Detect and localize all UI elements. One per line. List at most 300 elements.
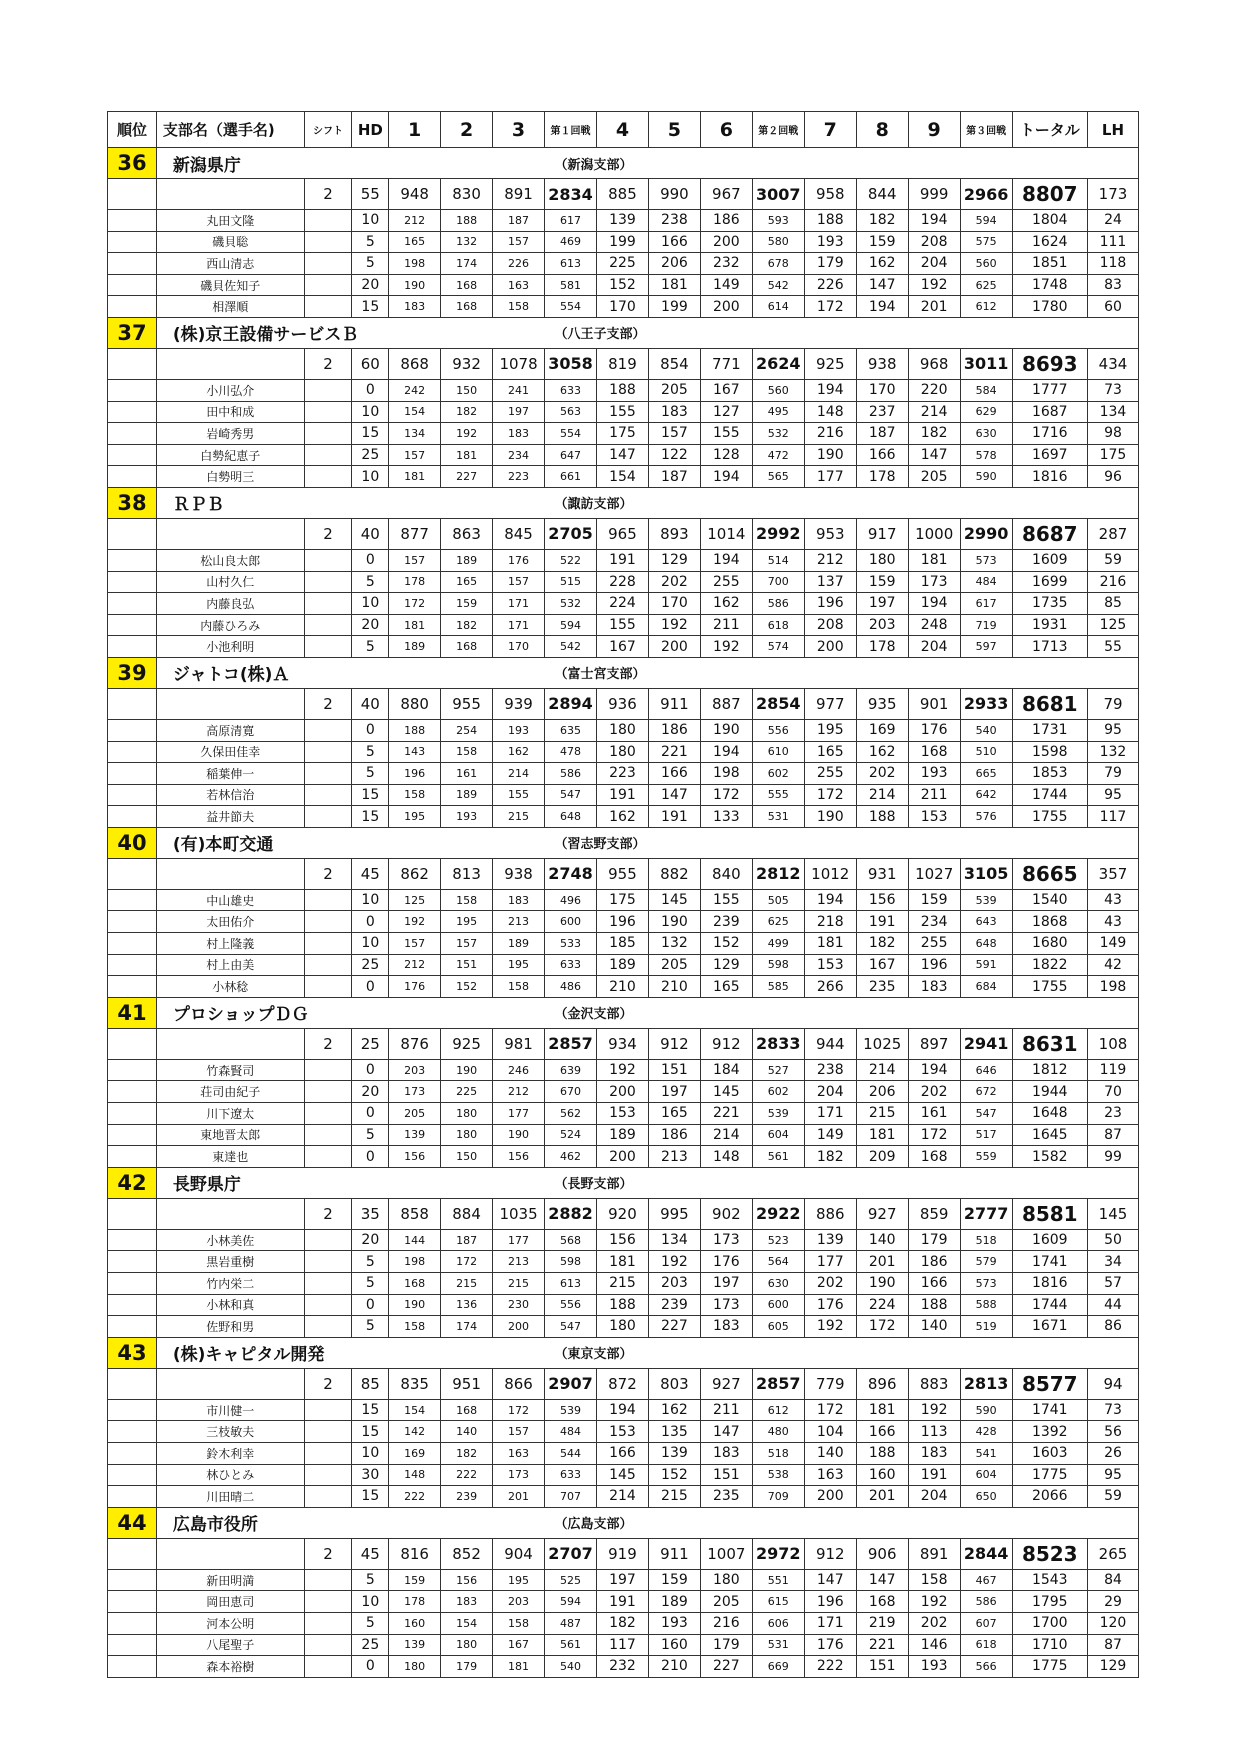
summary-g5: 893	[648, 518, 700, 549]
player-hd: 0	[352, 1146, 389, 1168]
player-row	[108, 210, 1139, 232]
player-game-8: 194	[856, 296, 908, 318]
player-row	[108, 1294, 1139, 1316]
team-branch: （東京支部）	[545, 1337, 1139, 1368]
player-name: 竹森賢司	[156, 1059, 304, 1081]
player-game-6: 155	[700, 423, 752, 445]
player-total: 1804	[1012, 210, 1087, 232]
player-round-1: 633	[545, 1464, 597, 1486]
player-shift	[304, 954, 352, 976]
player-game-9: 179	[908, 1229, 960, 1251]
player-name: 八尾聖子	[156, 1634, 304, 1656]
player-name: 若林信治	[156, 784, 304, 806]
header-branch-name: 支部名（選手名)	[156, 112, 304, 148]
player-lh: 125	[1087, 614, 1138, 636]
player-lh: 60	[1087, 296, 1138, 318]
player-game-4: 215	[596, 1273, 648, 1295]
summary-g2: 813	[441, 858, 493, 889]
player-game-4: 155	[596, 401, 648, 423]
player-game-1: 165	[389, 231, 441, 253]
player-game-1: 139	[389, 1634, 441, 1656]
player-game-3: 157	[493, 1421, 545, 1443]
player-hd: 25	[352, 444, 389, 466]
player-name: 竹内栄二	[156, 1273, 304, 1295]
summary-g2: 951	[441, 1368, 493, 1399]
summary-round2: 2812	[752, 858, 804, 889]
player-game-5: 210	[648, 976, 700, 998]
player-game-3: 203	[493, 1591, 545, 1613]
player-name: 荘司由紀子	[156, 1081, 304, 1103]
player-game-6: 127	[700, 401, 752, 423]
player-round-3: 579	[960, 1251, 1012, 1273]
player-game-1: 125	[389, 889, 441, 911]
player-round-2: 612	[752, 1399, 804, 1421]
summary-round3: 2777	[960, 1198, 1012, 1229]
summary-g5: 995	[648, 1198, 700, 1229]
player-round-2: 598	[752, 954, 804, 976]
player-hd: 5	[352, 1273, 389, 1295]
player-game-1: 181	[389, 614, 441, 636]
summary-hd: 85	[352, 1368, 389, 1399]
team-summary-row	[108, 518, 1139, 549]
player-round-3: 684	[960, 976, 1012, 998]
empty-cell	[108, 1028, 157, 1059]
player-game-3: 183	[493, 889, 545, 911]
player-hd: 5	[352, 253, 389, 275]
player-game-1: 181	[389, 466, 441, 488]
player-round-2: 618	[752, 614, 804, 636]
player-round-2: 709	[752, 1486, 804, 1508]
player-total: 1931	[1012, 614, 1087, 636]
player-round-1: 487	[545, 1612, 597, 1634]
player-game-4: 200	[596, 1081, 648, 1103]
player-game-4: 175	[596, 423, 648, 445]
player-hd: 0	[352, 719, 389, 741]
player-game-6: 149	[700, 274, 752, 296]
player-game-1: 176	[389, 976, 441, 998]
player-game-5: 165	[648, 1103, 700, 1125]
player-game-8: 214	[856, 784, 908, 806]
player-game-9: 168	[908, 741, 960, 763]
player-game-6: 255	[700, 571, 752, 593]
player-name: 磯貝佐知子	[156, 274, 304, 296]
empty-cell	[108, 933, 157, 955]
player-game-2: 254	[441, 719, 493, 741]
player-hd: 10	[352, 401, 389, 423]
empty-cell	[108, 549, 157, 571]
player-total: 1748	[1012, 274, 1087, 296]
summary-g3: 866	[493, 1368, 545, 1399]
empty-cell	[108, 274, 157, 296]
player-row	[108, 1591, 1139, 1613]
player-game-5: 197	[648, 1081, 700, 1103]
player-round-1: 542	[545, 636, 597, 658]
summary-lh: 108	[1087, 1028, 1138, 1059]
team-summary-row	[108, 1198, 1139, 1229]
player-game-7: 204	[804, 1081, 856, 1103]
player-round-3: 559	[960, 1146, 1012, 1168]
player-round-2: 600	[752, 1294, 804, 1316]
player-round-1: 540	[545, 1656, 597, 1678]
player-game-4: 153	[596, 1421, 648, 1443]
player-game-5: 152	[648, 1464, 700, 1486]
player-game-6: 194	[700, 549, 752, 571]
player-game-2: 190	[441, 1059, 493, 1081]
player-round-2: 480	[752, 1421, 804, 1443]
player-game-3: 171	[493, 614, 545, 636]
player-total: 1731	[1012, 719, 1087, 741]
player-total: 1582	[1012, 1146, 1087, 1168]
summary-g4: 885	[596, 179, 648, 210]
player-game-4: 166	[596, 1442, 648, 1464]
player-game-4: 153	[596, 1103, 648, 1125]
player-game-8: 178	[856, 466, 908, 488]
player-lh: 175	[1087, 444, 1138, 466]
player-round-2: 625	[752, 911, 804, 933]
summary-lh: 173	[1087, 179, 1138, 210]
player-game-9: 188	[908, 1294, 960, 1316]
player-round-1: 648	[545, 806, 597, 828]
player-row	[108, 1273, 1139, 1295]
player-round-2: 472	[752, 444, 804, 466]
summary-total: 8581	[1012, 1198, 1087, 1229]
empty-cell	[108, 253, 157, 275]
player-round-2: 565	[752, 466, 804, 488]
player-total: 1540	[1012, 889, 1087, 911]
player-name: 東地晋太郎	[156, 1124, 304, 1146]
team-summary-row	[108, 348, 1139, 379]
player-game-3: 158	[493, 976, 545, 998]
empty-cell	[108, 1316, 157, 1338]
player-round-1: 707	[545, 1486, 597, 1508]
player-game-1: 205	[389, 1103, 441, 1125]
player-lh: 59	[1087, 1486, 1138, 1508]
player-game-1: 172	[389, 593, 441, 615]
player-game-7: 172	[804, 296, 856, 318]
player-game-7: 266	[804, 976, 856, 998]
team-branch: （諏訪支部）	[545, 487, 1139, 518]
player-game-9: 172	[908, 1124, 960, 1146]
team-summary-row	[108, 179, 1139, 210]
empty-cell	[108, 719, 157, 741]
player-round-2: 574	[752, 636, 804, 658]
player-hd: 10	[352, 466, 389, 488]
player-game-2: 182	[441, 1442, 493, 1464]
player-hd: 0	[352, 1059, 389, 1081]
player-game-4: 188	[596, 379, 648, 401]
player-round-1: 561	[545, 1634, 597, 1656]
player-game-8: 182	[856, 933, 908, 955]
player-game-8: 197	[856, 593, 908, 615]
player-total: 1735	[1012, 593, 1087, 615]
header-total: トータル	[1012, 112, 1087, 148]
player-game-2: 174	[441, 1316, 493, 1338]
team-name: ＲＰＢ	[156, 487, 544, 518]
player-game-9: 202	[908, 1081, 960, 1103]
player-game-1: 190	[389, 274, 441, 296]
player-round-1: 600	[545, 911, 597, 933]
player-row	[108, 1569, 1139, 1591]
player-lh: 87	[1087, 1124, 1138, 1146]
empty-cell	[156, 1368, 304, 1399]
player-game-2: 168	[441, 274, 493, 296]
player-game-3: 241	[493, 379, 545, 401]
player-game-3: 246	[493, 1059, 545, 1081]
player-game-2: 150	[441, 379, 493, 401]
player-game-5: 215	[648, 1486, 700, 1508]
empty-cell	[108, 858, 157, 889]
summary-g1: 877	[389, 518, 441, 549]
header-lh: LH	[1087, 112, 1138, 148]
summary-round3: 2990	[960, 518, 1012, 549]
player-game-2: 183	[441, 1591, 493, 1613]
empty-cell	[108, 1612, 157, 1634]
player-round-1: 635	[545, 719, 597, 741]
player-lh: 132	[1087, 741, 1138, 763]
player-game-9: 192	[908, 274, 960, 296]
player-game-8: 178	[856, 636, 908, 658]
player-name: 内藤良弘	[156, 593, 304, 615]
player-game-6: 152	[700, 933, 752, 955]
summary-g9: 859	[908, 1198, 960, 1229]
player-name: 稲葉伸一	[156, 763, 304, 785]
player-shift	[304, 1146, 352, 1168]
player-game-2: 195	[441, 911, 493, 933]
player-game-1: 139	[389, 1124, 441, 1146]
player-game-5: 162	[648, 1399, 700, 1421]
player-name: 村上隆義	[156, 933, 304, 955]
team-branch: （新潟支部）	[545, 148, 1139, 179]
player-shift	[304, 976, 352, 998]
player-game-9: 204	[908, 1486, 960, 1508]
player-game-7: 181	[804, 933, 856, 955]
empty-cell	[108, 1198, 157, 1229]
player-round-2: 615	[752, 1591, 804, 1613]
player-total: 1624	[1012, 231, 1087, 253]
summary-g6: 840	[700, 858, 752, 889]
summary-hd: 25	[352, 1028, 389, 1059]
player-lh: 86	[1087, 1316, 1138, 1338]
player-lh: 87	[1087, 1634, 1138, 1656]
player-game-8: 156	[856, 889, 908, 911]
player-game-8: 160	[856, 1464, 908, 1486]
player-game-5: 170	[648, 593, 700, 615]
player-hd: 20	[352, 1081, 389, 1103]
summary-round3: 2844	[960, 1538, 1012, 1569]
player-game-8: 181	[856, 1124, 908, 1146]
player-name: 川下遼太	[156, 1103, 304, 1125]
player-game-3: 181	[493, 1656, 545, 1678]
player-hd: 10	[352, 1591, 389, 1613]
summary-shift: 2	[304, 1198, 352, 1229]
player-row	[108, 741, 1139, 763]
player-game-3: 155	[493, 784, 545, 806]
player-total: 1603	[1012, 1442, 1087, 1464]
team-rank: 36	[108, 148, 157, 179]
team-row	[108, 317, 1139, 348]
player-round-3: 672	[960, 1081, 1012, 1103]
player-game-3: 167	[493, 1634, 545, 1656]
player-game-1: 198	[389, 253, 441, 275]
summary-hd: 40	[352, 688, 389, 719]
player-total: 1795	[1012, 1591, 1087, 1613]
player-game-9: 255	[908, 933, 960, 955]
player-game-3: 158	[493, 1612, 545, 1634]
player-round-2: 593	[752, 210, 804, 232]
summary-g5: 882	[648, 858, 700, 889]
player-game-4: 196	[596, 911, 648, 933]
player-row	[108, 1059, 1139, 1081]
player-total: 1671	[1012, 1316, 1087, 1338]
player-row	[108, 593, 1139, 615]
player-game-1: 242	[389, 379, 441, 401]
player-shift	[304, 1059, 352, 1081]
player-shift	[304, 593, 352, 615]
player-total: 1780	[1012, 296, 1087, 318]
summary-hd: 45	[352, 1538, 389, 1569]
player-hd: 5	[352, 571, 389, 593]
player-row	[108, 784, 1139, 806]
player-lh: 29	[1087, 1591, 1138, 1613]
player-game-7: 104	[804, 1421, 856, 1443]
player-round-2: 523	[752, 1229, 804, 1251]
player-round-3: 597	[960, 636, 1012, 658]
empty-cell	[156, 1028, 304, 1059]
player-round-2: 514	[752, 549, 804, 571]
empty-cell	[108, 1368, 157, 1399]
player-round-2: 531	[752, 806, 804, 828]
player-game-6: 129	[700, 954, 752, 976]
player-hd: 10	[352, 210, 389, 232]
player-total: 1710	[1012, 1634, 1087, 1656]
player-game-3: 212	[493, 1081, 545, 1103]
player-game-5: 135	[648, 1421, 700, 1443]
player-name: 小林和真	[156, 1294, 304, 1316]
player-game-8: 237	[856, 401, 908, 423]
player-game-5: 203	[648, 1273, 700, 1295]
team-branch: （広島支部）	[545, 1507, 1139, 1538]
player-round-3: 607	[960, 1612, 1012, 1634]
summary-round1: 2857	[545, 1028, 597, 1059]
player-row	[108, 1421, 1139, 1443]
player-game-3: 195	[493, 954, 545, 976]
player-game-2: 180	[441, 1124, 493, 1146]
player-game-7: 208	[804, 614, 856, 636]
player-game-2: 189	[441, 549, 493, 571]
summary-g5: 911	[648, 1538, 700, 1569]
header-game-3: 3	[493, 112, 545, 148]
player-round-3: 719	[960, 614, 1012, 636]
player-game-3: 171	[493, 593, 545, 615]
player-row	[108, 1464, 1139, 1486]
empty-cell	[108, 593, 157, 615]
summary-g1: 880	[389, 688, 441, 719]
player-hd: 15	[352, 1421, 389, 1443]
player-game-6: 194	[700, 466, 752, 488]
player-game-4: 181	[596, 1251, 648, 1273]
player-name: 黒岩重樹	[156, 1251, 304, 1273]
player-round-1: 484	[545, 1421, 597, 1443]
player-round-2: 606	[752, 1612, 804, 1634]
player-game-9: 176	[908, 719, 960, 741]
player-row	[108, 763, 1139, 785]
player-lh: 42	[1087, 954, 1138, 976]
player-game-9: 166	[908, 1273, 960, 1295]
player-name: 相澤順	[156, 296, 304, 318]
summary-g8: 938	[856, 348, 908, 379]
player-row	[108, 1316, 1139, 1338]
player-game-4: 154	[596, 466, 648, 488]
player-game-1: 212	[389, 954, 441, 976]
empty-cell	[108, 614, 157, 636]
player-game-5: 139	[648, 1442, 700, 1464]
player-game-2: 140	[441, 1421, 493, 1443]
player-game-6: 194	[700, 741, 752, 763]
player-round-2: 580	[752, 231, 804, 253]
player-game-4: 182	[596, 1612, 648, 1634]
team-summary-row	[108, 688, 1139, 719]
player-game-4: 167	[596, 636, 648, 658]
player-game-5: 205	[648, 379, 700, 401]
player-game-2: 172	[441, 1251, 493, 1273]
player-round-3: 547	[960, 1103, 1012, 1125]
summary-round2: 2922	[752, 1198, 804, 1229]
empty-cell	[108, 1081, 157, 1103]
summary-g8: 935	[856, 688, 908, 719]
summary-lh: 79	[1087, 688, 1138, 719]
player-shift	[304, 466, 352, 488]
summary-round1: 2907	[545, 1368, 597, 1399]
summary-shift: 2	[304, 518, 352, 549]
summary-round1: 2882	[545, 1198, 597, 1229]
player-game-2: 179	[441, 1656, 493, 1678]
player-game-2: 187	[441, 1229, 493, 1251]
player-row	[108, 806, 1139, 828]
summary-hd: 60	[352, 348, 389, 379]
summary-shift: 2	[304, 858, 352, 889]
player-round-1: 556	[545, 1294, 597, 1316]
player-lh: 73	[1087, 379, 1138, 401]
empty-cell	[108, 1059, 157, 1081]
header-row	[108, 112, 1139, 148]
player-game-1: 157	[389, 933, 441, 955]
summary-g3: 904	[493, 1538, 545, 1569]
player-game-1: 183	[389, 296, 441, 318]
player-row	[108, 614, 1139, 636]
player-round-3: 630	[960, 423, 1012, 445]
player-shift	[304, 549, 352, 571]
player-game-6: 162	[700, 593, 752, 615]
player-total: 1868	[1012, 911, 1087, 933]
empty-cell	[108, 1464, 157, 1486]
player-game-8: 170	[856, 379, 908, 401]
summary-hd: 40	[352, 518, 389, 549]
player-game-6: 167	[700, 379, 752, 401]
player-total: 1687	[1012, 401, 1087, 423]
player-game-8: 151	[856, 1656, 908, 1678]
player-hd: 5	[352, 1124, 389, 1146]
player-round-2: 539	[752, 1103, 804, 1125]
player-name: 林ひとみ	[156, 1464, 304, 1486]
empty-cell	[156, 518, 304, 549]
empty-cell	[108, 466, 157, 488]
summary-total: 8631	[1012, 1028, 1087, 1059]
player-round-3: 588	[960, 1294, 1012, 1316]
player-game-4: 194	[596, 1399, 648, 1421]
player-game-5: 157	[648, 423, 700, 445]
player-lh: 98	[1087, 423, 1138, 445]
player-game-6: 214	[700, 1124, 752, 1146]
